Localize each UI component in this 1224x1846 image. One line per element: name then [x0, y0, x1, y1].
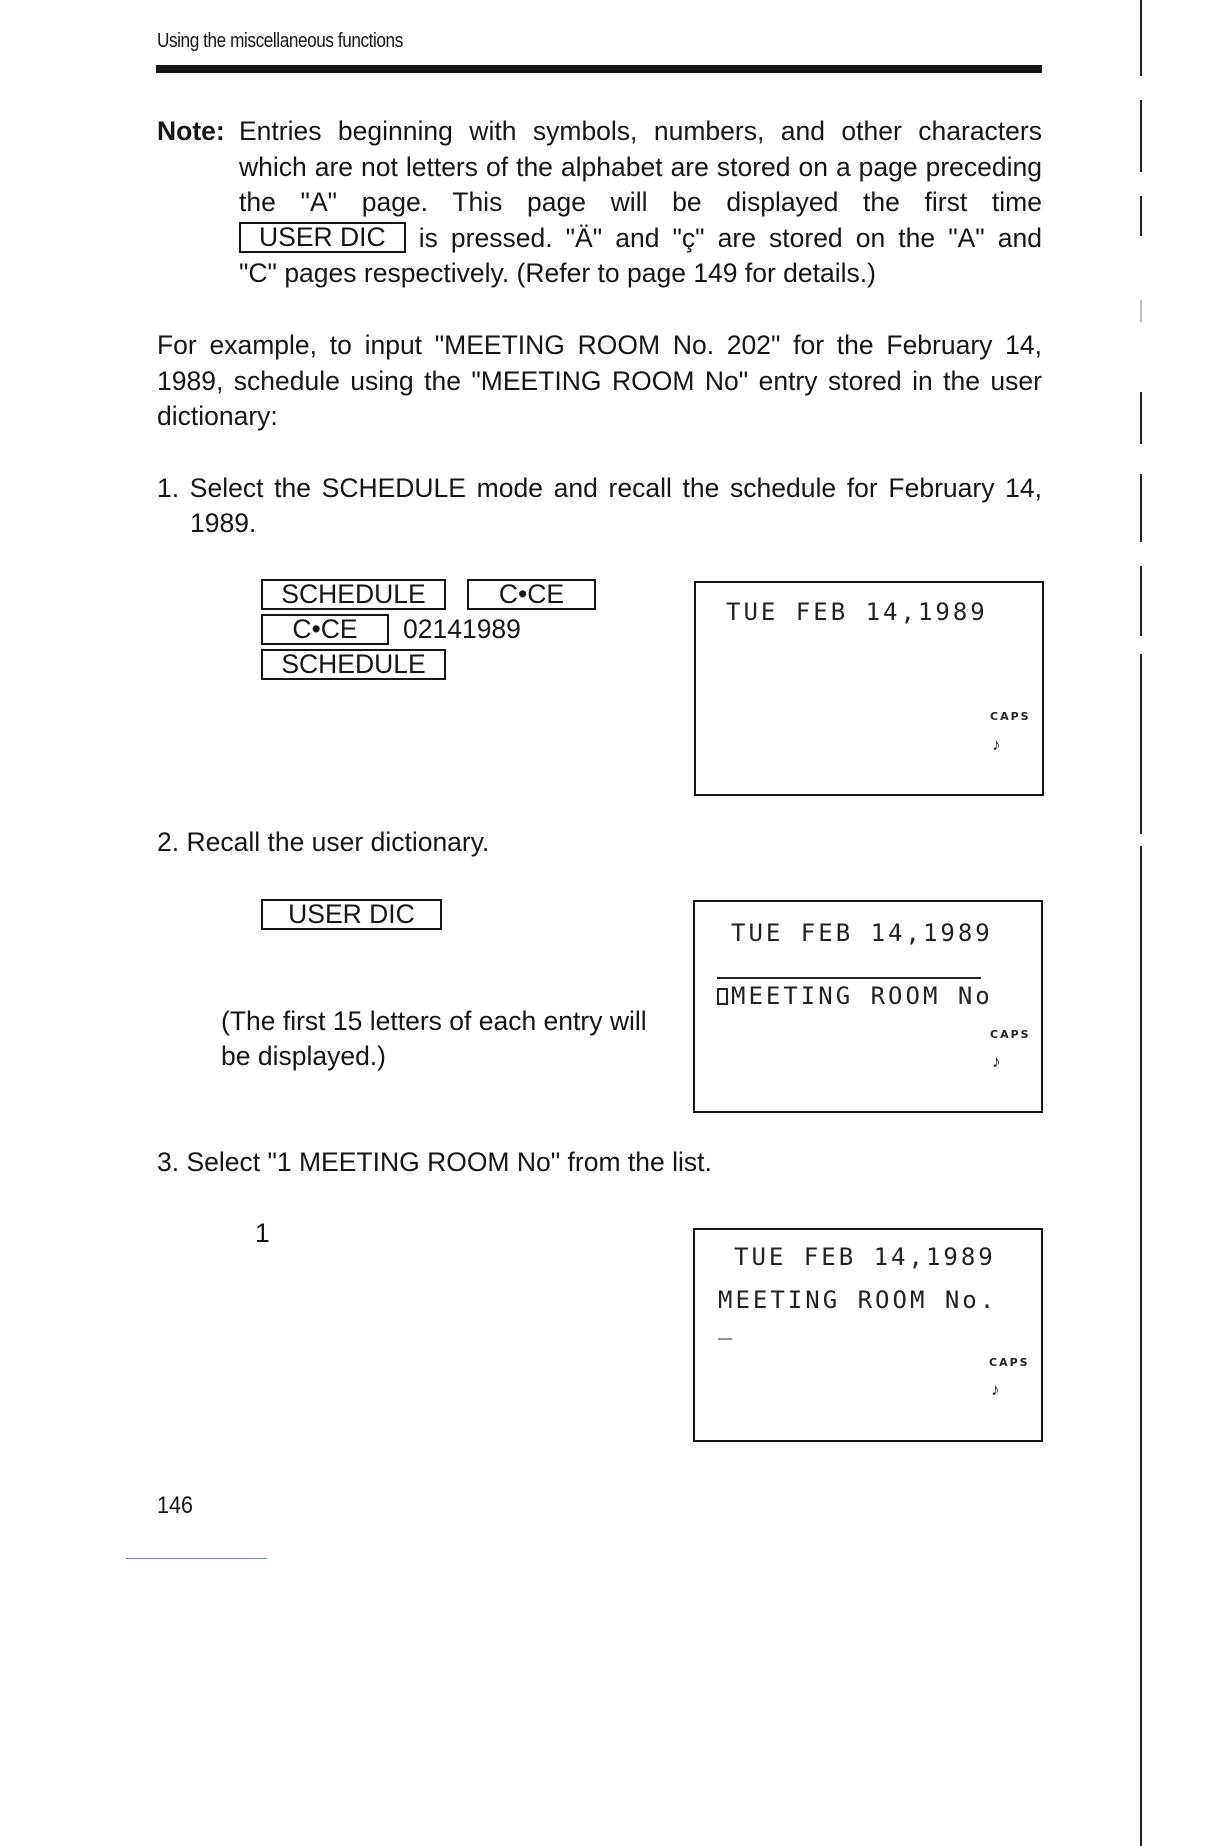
- caps-indicator: CAPS: [990, 710, 1031, 723]
- bottom-rule: [126, 1558, 267, 1559]
- music-note-icon: ♪: [992, 1052, 1001, 1071]
- example-paragraph: [157, 328, 1042, 435]
- lcd-display-2: [693, 900, 1043, 1113]
- lcd-display-1: [694, 581, 1044, 796]
- step-1-text-cont: 1989.: [190, 508, 257, 538]
- user-dic-key: USER DIC: [239, 222, 406, 253]
- step-1-text: 1. Select the SCHEDULE mode and recall the schedule for February 14,: [157, 473, 1042, 503]
- example-line: 1989, schedule using the "MEETING ROOM No" entry stored in the user: [157, 365, 1042, 396]
- hint-text: be displayed.): [221, 1041, 386, 1071]
- lcd-entry: MEETING ROOM No: [731, 982, 993, 1010]
- page-number: 146: [157, 1492, 194, 1519]
- note-line: Entries beginning with symbols, numbers, and other characters: [239, 116, 1042, 146]
- date-digits: 02141989: [403, 614, 521, 644]
- schedule-key: SCHEDULE: [261, 579, 446, 610]
- note-line: [239, 221, 1042, 257]
- example-line: For example, to input "MEETING ROOM No. 202" for the February 14,: [157, 330, 1042, 360]
- cursor-block: [717, 988, 728, 1005]
- lcd-line: TUE FEB 14,1989: [726, 598, 988, 626]
- note-text: [239, 114, 1042, 292]
- example-line: dictionary:: [157, 401, 278, 431]
- note-line: "C" pages respectively. (Refer to page 149 for details.): [239, 258, 876, 288]
- header-rule: [156, 65, 1042, 73]
- hint-text: (The first 15 letters of each entry will: [221, 1006, 647, 1036]
- note-line: which are not letters of the alphabet are stored on a page preceding: [239, 151, 1042, 182]
- lcd-display-3: [693, 1228, 1043, 1442]
- page-header-title: Using the miscellaneous functions: [157, 30, 403, 52]
- note-line: the "A" page. This page will be displayed the first time: [239, 187, 1042, 217]
- music-note-icon: ♪: [992, 735, 1001, 754]
- lcd-line: TUE FEB 14,1989: [731, 919, 993, 947]
- caps-indicator: CAPS: [990, 1028, 1031, 1041]
- lcd-divider: [717, 977, 981, 979]
- cce-key: C•CE: [467, 579, 596, 610]
- music-note-icon: ♪: [991, 1380, 1000, 1399]
- user-dic-key: USER DIC: [261, 899, 442, 930]
- step-3-text: 3. Select "1 MEETING ROOM No" from the list.: [157, 1147, 712, 1177]
- lcd-line: [717, 982, 993, 1010]
- schedule-key: SCHEDULE: [261, 649, 446, 680]
- caps-indicator: CAPS: [989, 1356, 1030, 1369]
- note-label: Note:: [157, 116, 225, 146]
- note-line-rest: is pressed. "Ä" and "ç" are stored on the "A" and: [418, 222, 1042, 253]
- step-2-text: 2. Recall the user dictionary.: [157, 827, 490, 857]
- lcd-line: TUE FEB 14,1989: [734, 1243, 996, 1271]
- lcd-cursor: _: [718, 1312, 736, 1340]
- lcd-line: MEETING ROOM No.: [718, 1286, 998, 1314]
- cce-key: C•CE: [261, 614, 389, 645]
- key-1: 1: [255, 1218, 270, 1248]
- scan-edge: [1140, 0, 1142, 1584]
